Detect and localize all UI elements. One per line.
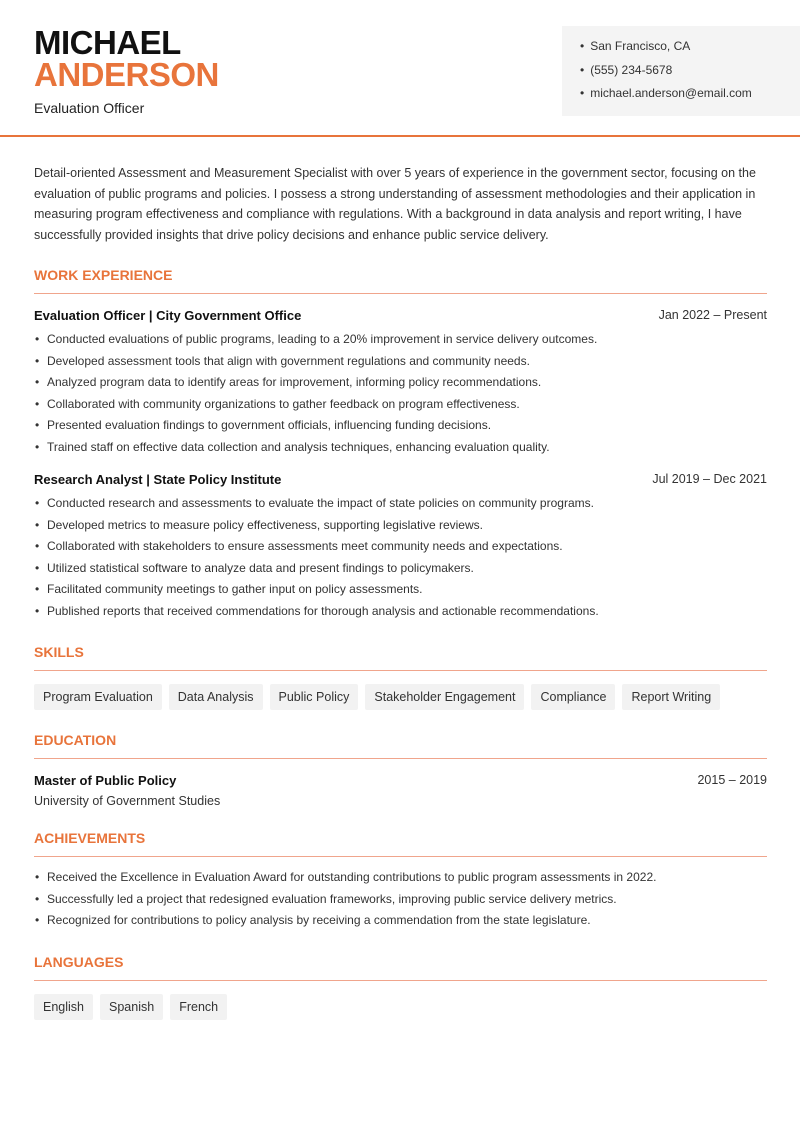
bullet-item: • Utilized statistical software to analyze data and present findings to policymakers. (34, 558, 767, 580)
bullet-item: • Developed assessment tools that align with government regulations and community needs. (34, 351, 767, 373)
language-chip: English (34, 994, 93, 1020)
bullet-item: • Published reports that received commendations for thorough analysis and actionable recommendations. (34, 601, 767, 623)
last-name: ANDERSON (34, 56, 219, 93)
skill-chip: Data Analysis (169, 684, 263, 710)
job-title: Evaluation Officer (34, 100, 145, 116)
bullet-item: • Facilitated community meetings to gather input on policy assessments. (34, 579, 767, 601)
bullet-item: • Conducted research and assessments to evaluate the impact of state policies on community programs. (34, 493, 767, 515)
job-bullets (34, 493, 767, 622)
section-heading: WORK EXPERIENCE (34, 267, 767, 294)
job-dates: Jul 2019 – Dec 2021 (652, 472, 767, 487)
bullet-item: • Collaborated with community organizations to gather feedback on program effectiveness. (34, 394, 767, 416)
skill-chip: Compliance (531, 684, 615, 710)
language-chip: Spanish (100, 994, 163, 1020)
education-section (34, 732, 767, 808)
achievement-item: • Successfully led a project that redesigned evaluation frameworks, improving public service delivery metrics. (34, 889, 767, 911)
section-heading: EDUCATION (34, 732, 767, 759)
achievement-item: • Recognized for contributions to policy analysis by receiving a commendation from the state legislature. (34, 910, 767, 932)
section-heading: ACHIEVEMENTS (34, 830, 767, 857)
bullet-item: • Developed metrics to measure policy effectiveness, supporting legislative reviews. (34, 515, 767, 537)
achievement-item: • Received the Excellence in Evaluation Award for outstanding contributions to public program assessments in 2022. (34, 867, 767, 889)
section-heading: LANGUAGES (34, 954, 767, 981)
contact-location: • San Francisco, CA (580, 39, 800, 63)
skill-chip: Public Policy (270, 684, 359, 710)
achievements-section (34, 830, 767, 932)
contact-box (562, 26, 800, 116)
degree: Master of Public Policy (34, 773, 177, 789)
summary: Detail-oriented Assessment and Measurement Specialist with over 5 years of experience in the government sector, focusing on the evaluation of public programs and policies. I possess a strong understanding of assessment methodologies and their application in measuring program effectiveness and compliance with regulations. With a background in data analysis and report writing, I have successfully provided insights that drive policy decisions and enhance public service delivery. (34, 166, 756, 242)
bullet-item: • Collaborated with stakeholders to ensure assessments meet community needs and expectations. (34, 536, 767, 558)
skill-chip: Program Evaluation (34, 684, 162, 710)
job-header (34, 308, 767, 323)
job-bullets (34, 329, 767, 458)
contact-email: • michael.anderson@email.com (580, 86, 800, 110)
skill-chip: Report Writing (622, 684, 720, 710)
job-dates: Jan 2022 – Present (658, 308, 767, 323)
school: University of Government Studies (34, 794, 221, 809)
bullet-item: • Conducted evaluations of public programs, leading to a 20% improvement in service delivery outcomes. (34, 329, 767, 351)
education-dates: 2015 – 2019 (697, 773, 767, 788)
languages-section (34, 954, 767, 1020)
work-experience-section (34, 267, 767, 622)
bullet-item: • Analyzed program data to identify areas for improvement, informing policy recommendations. (34, 372, 767, 394)
skills-section (34, 644, 767, 710)
job-title: Research Analyst | State Policy Institute (34, 472, 282, 488)
contact-phone: • (555) 234-5678 (580, 63, 800, 87)
first-name: MICHAEL (34, 24, 181, 61)
resume-header (0, 0, 800, 137)
job-header (34, 472, 767, 487)
job-title: Evaluation Officer | City Government Office (34, 308, 302, 324)
language-chip: French (170, 994, 227, 1020)
skill-chip: Stakeholder Engagement (365, 684, 524, 710)
bullet-item: • Trained staff on effective data collection and analysis techniques, enhancing evaluation quality. (34, 437, 767, 459)
section-heading: SKILLS (34, 644, 767, 671)
bullet-item: • Presented evaluation findings to government officials, influencing funding decisions. (34, 415, 767, 437)
